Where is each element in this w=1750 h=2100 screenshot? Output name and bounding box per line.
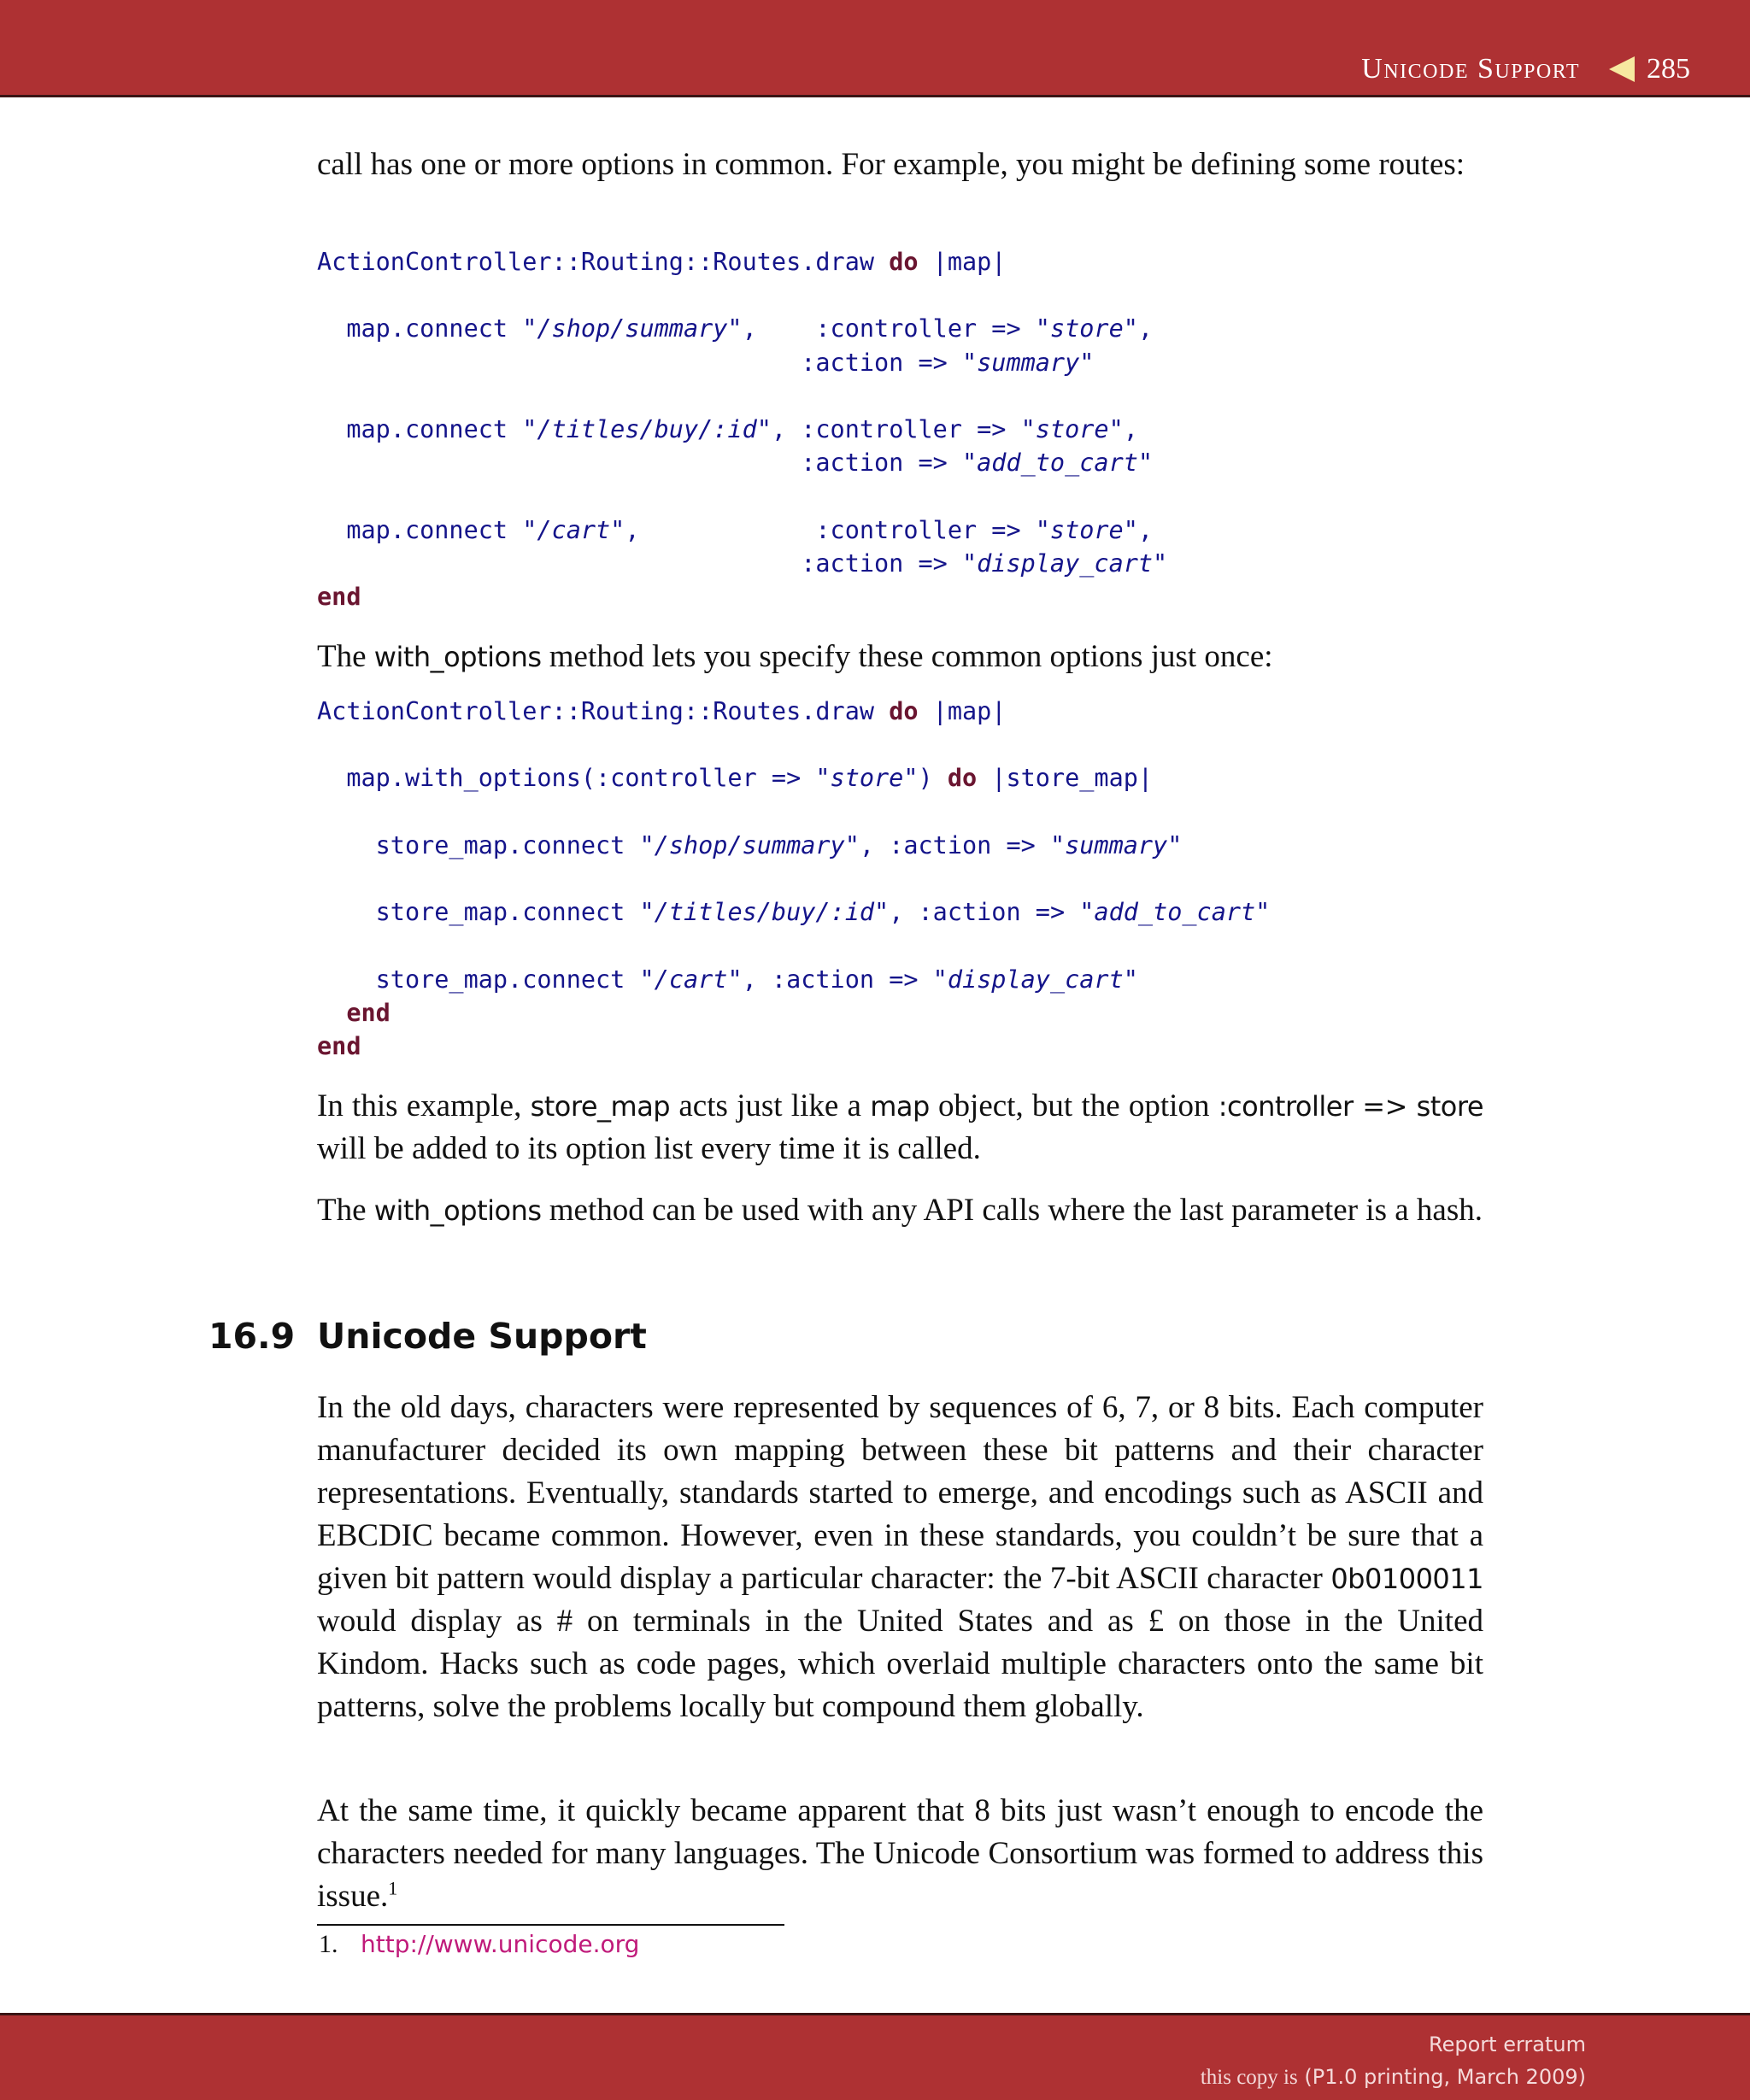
code-token: ,	[1123, 415, 1138, 444]
code-string: "add_to_cart"	[1079, 898, 1271, 927]
code-string: "display_cart"	[961, 548, 1168, 578]
code-string: "summary"	[1049, 830, 1183, 859]
text-segment: The	[317, 1193, 374, 1228]
code-keyword: end	[317, 998, 391, 1027]
text-segment: At the same time, it quickly became apparent that 8 bits just wasn’t enough to encode the characters needed for many languages. The Unicode Consortium was formed to address this issue.	[317, 1793, 1483, 1914]
code-string: "display_cart"	[932, 965, 1138, 994]
code-token: :action =>	[317, 348, 962, 377]
code-string: "/cart"	[639, 965, 743, 994]
code-line	[317, 965, 1138, 994]
code-keyword: do	[889, 248, 919, 276]
inline-code: map	[870, 1090, 930, 1123]
footnote-link[interactable]: http://www.unicode.org	[361, 1930, 640, 1958]
code-line	[317, 516, 1153, 544]
text-segment: will be added to its option list every time it is called.	[317, 1131, 981, 1166]
code-token: map.with_options(:controller =>	[317, 764, 816, 793]
code-line	[317, 549, 1167, 578]
code-token: , :action =>	[859, 830, 1050, 859]
text-segment: In this example,	[317, 1088, 531, 1123]
code-token: |map|	[918, 697, 1007, 725]
code-token: :action =>	[317, 548, 962, 578]
copy-prefix: this copy is	[1200, 2066, 1298, 2089]
code-line	[317, 999, 391, 1027]
text-segment: acts just like a	[670, 1088, 871, 1123]
text-segment: would display as # on terminals in the United States and as £ on those in the United Kindom. Hacks such as code pages, which overlaid multiple characters onto the same bit patterns, solve the problems locally but compound them globally.	[317, 1604, 1483, 1724]
code-token: store_map.connect	[317, 965, 640, 994]
section-title: Unicode Support	[317, 1316, 647, 1357]
code-line	[317, 583, 361, 611]
previous-page-arrow-icon[interactable]	[1609, 56, 1635, 82]
code-token: , :controller =>	[771, 415, 1021, 444]
code-block-with-options	[317, 695, 1270, 1063]
code-token: |map|	[918, 248, 1007, 276]
code-token: map.connect	[317, 314, 523, 343]
code-token: store_map.connect	[317, 830, 640, 859]
code-line	[317, 415, 1138, 443]
code-token: ActionController::Routing::Routes.draw	[317, 697, 890, 725]
paragraph-with-options-usage	[317, 1189, 1483, 1232]
page-number: 285	[1647, 53, 1690, 85]
inline-code: 0b0100011	[1330, 1563, 1483, 1595]
text-segment: In the old days, characters were represented by sequences of 6, 7, or 8 bits. Each computer manufacturer decided its own mapping between these bit patterns and their character representations. Eventually, standards started to emerge, and encodings such as ASCII and EBCDIC became common. However, even in these standards, you couldn’t be sure that a given bit pattern would display a particular character: the 7-bit ASCII character	[317, 1390, 1483, 1596]
code-token: ActionController::Routing::Routes.draw	[317, 248, 890, 276]
code-string: "/shop/summary"	[639, 830, 860, 859]
code-token: , :controller =>	[742, 314, 1036, 343]
code-token: , :action =>	[889, 898, 1080, 927]
code-line	[317, 1032, 361, 1060]
paragraph-with-options-intro	[317, 636, 1483, 678]
code-token: store_map.connect	[317, 898, 640, 927]
code-keyword: do	[889, 697, 919, 725]
code-string: "store"	[1035, 515, 1138, 544]
paragraph-unicode-consortium	[317, 1790, 1483, 1918]
code-token: , :controller =>	[625, 515, 1036, 544]
code-string: "/titles/buy/:id"	[522, 415, 772, 444]
inline-code: with_options	[373, 641, 542, 673]
code-line	[317, 349, 1094, 377]
paragraph-unicode-history	[317, 1387, 1483, 1728]
code-keyword: do	[947, 764, 978, 793]
code-keyword: end	[317, 583, 361, 612]
paragraph-store-map-explanation	[317, 1085, 1483, 1170]
paragraph-routes-intro: call has one or more options in common. For example, you might be defining some routes:	[317, 147, 1465, 182]
code-line	[317, 314, 1153, 343]
page-header	[0, 0, 1750, 97]
footnote-number: 1.	[319, 1930, 338, 1958]
code-line	[317, 248, 1006, 276]
text-segment: method lets you specify these common options just once:	[541, 639, 1273, 674]
text-segment: method can be used with any API calls where the last parameter is a hash.	[541, 1193, 1483, 1228]
code-string: "store"	[1035, 314, 1138, 343]
code-keyword: end	[317, 1032, 361, 1061]
code-token: |store_map|	[977, 764, 1154, 793]
code-string: "/cart"	[522, 515, 625, 544]
code-token: map.connect	[317, 515, 523, 544]
text-segment: object, but the option	[929, 1088, 1219, 1123]
footnote-reference[interactable]: 1	[388, 1877, 398, 1899]
inline-code: :controller => store	[1218, 1090, 1484, 1123]
code-line	[317, 831, 1182, 859]
code-string: "store"	[1020, 415, 1124, 444]
section-number: 16.9	[208, 1316, 296, 1357]
code-string: "add_to_cart"	[961, 449, 1154, 478]
code-string: "store"	[815, 764, 919, 793]
code-string: "/titles/buy/:id"	[639, 898, 890, 927]
code-block-routes	[317, 245, 1167, 613]
code-line	[317, 449, 1153, 477]
inline-code: store_map	[530, 1090, 671, 1123]
report-erratum-link[interactable]: Report erratum	[1429, 2033, 1586, 2056]
code-token: :action =>	[317, 449, 962, 478]
code-token: )	[918, 764, 948, 793]
code-string: "/shop/summary"	[522, 314, 743, 343]
code-string: "summary"	[961, 348, 1095, 377]
page-footer	[0, 2013, 1750, 2100]
code-line	[317, 697, 1006, 725]
copy-info	[1201, 2065, 1586, 2090]
code-line	[317, 898, 1270, 926]
running-title: Unicode Support	[1361, 53, 1580, 85]
code-token: ,	[1137, 314, 1154, 343]
footnote-divider	[317, 1924, 784, 1926]
code-line	[317, 764, 1153, 792]
inline-code: with_options	[373, 1194, 542, 1227]
code-token: map.connect	[317, 415, 523, 444]
footnote	[319, 1930, 639, 1959]
text-segment: The	[317, 639, 374, 674]
code-token: , :action =>	[742, 965, 933, 994]
copy-detail: (P1.0 printing, March 2009)	[1304, 2065, 1586, 2089]
code-token: ,	[1137, 515, 1154, 544]
header-running-head	[1361, 53, 1690, 85]
